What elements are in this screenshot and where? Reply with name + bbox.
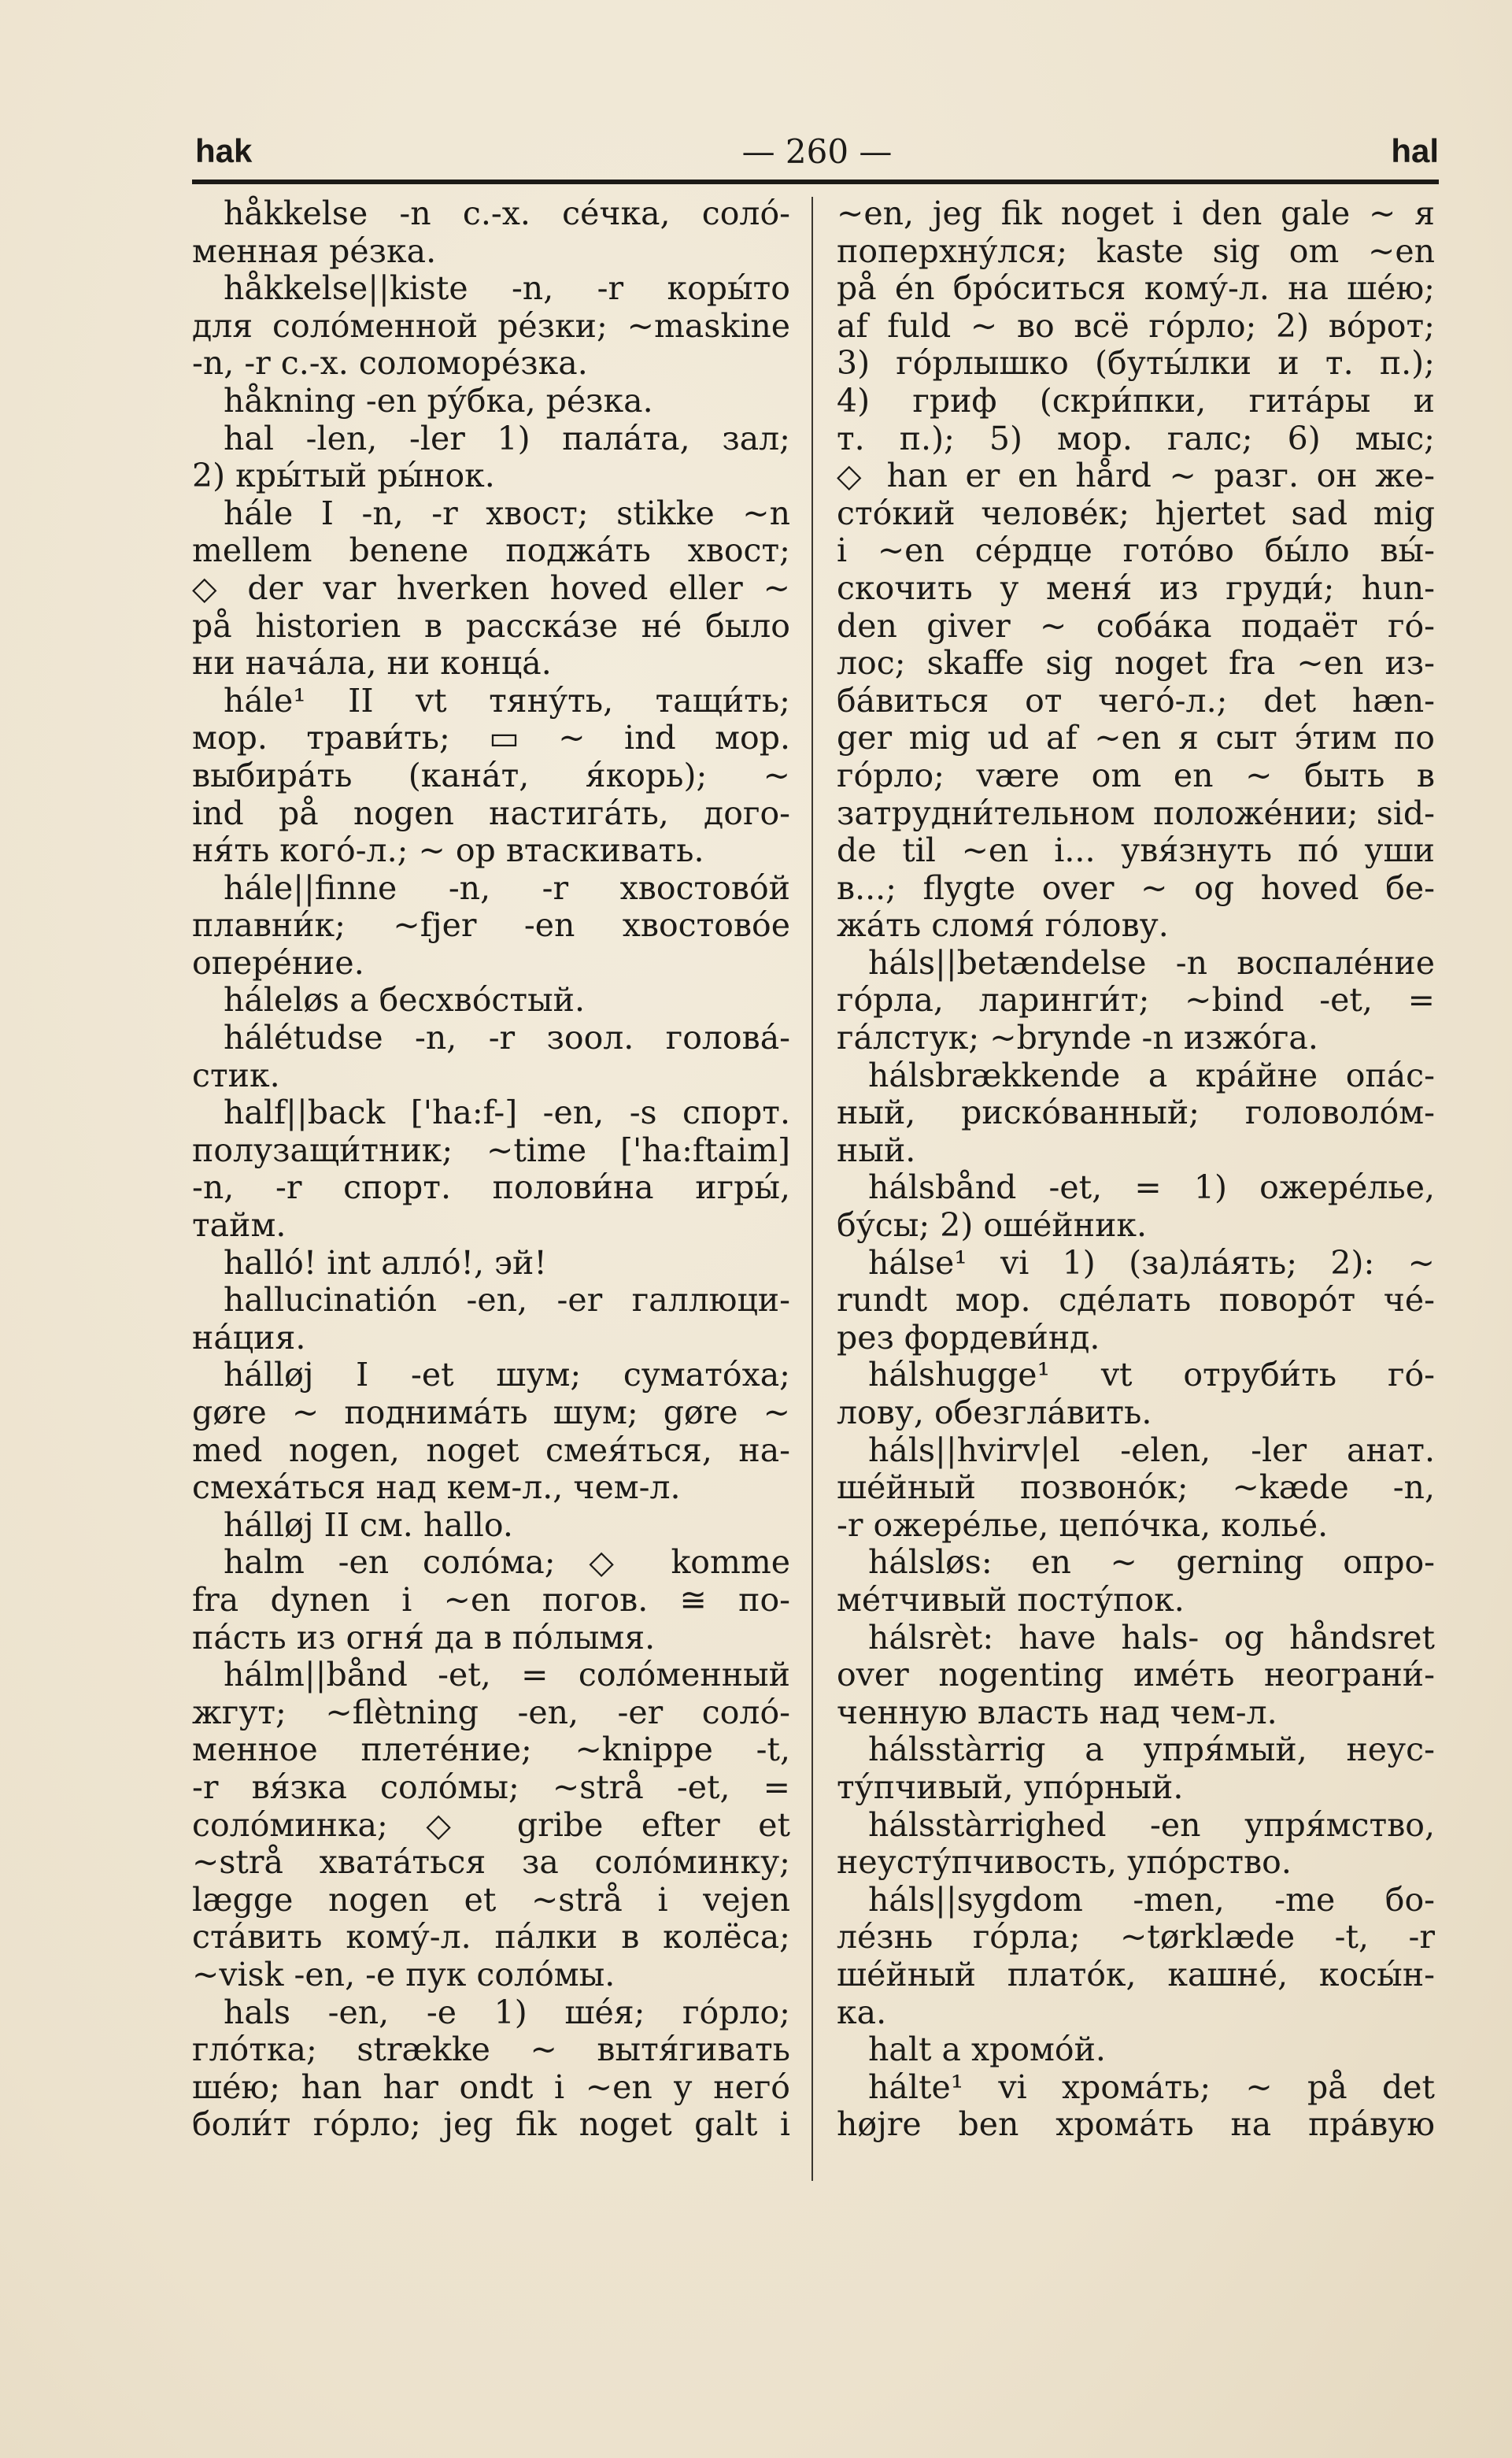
- dictionary-line: ный.: [837, 1131, 916, 1169]
- dictionary-line: ста́вить кому́-л. па́лки в колёса;: [192, 1919, 790, 1956]
- dictionary-line: ни нача́ла, ни конца́.: [192, 645, 552, 683]
- dictionary-line: hálløj I -et шум; сумато́ха;: [224, 1357, 790, 1394]
- dictionary-line: hálshugge¹ vt отруби́ть го́-: [868, 1357, 1435, 1394]
- dictionary-line: ◇ han er en hård ~ разг. он же-: [837, 457, 1435, 495]
- dictionary-line: т. п.); 5) мор. галс; 6) мыс;: [837, 420, 1435, 457]
- dictionary-line: håkning -en ру́бка, ре́зка.: [224, 382, 653, 420]
- right-column: [837, 195, 1435, 2144]
- dictionary-line: соло́минка; ◇ gribe efter et: [192, 1806, 790, 1844]
- dictionary-line: højre ben хрома́ть на пра́вую: [837, 2106, 1435, 2144]
- dictionary-line: i ~en се́рдце гото́во бы́ло вы́-: [837, 532, 1435, 570]
- dictionary-line: в...; flygte over ~ og hoved бе-: [837, 869, 1435, 907]
- dictionary-line: боли́т го́рло; jeg fik noget galt i: [192, 2106, 790, 2144]
- dictionary-line: стик.: [192, 1057, 280, 1094]
- dictionary-line: på historien в расска́зе не́ было: [192, 607, 790, 645]
- dictionary-line: hále¹ II vt тяну́ть, тащи́ть;: [224, 682, 790, 720]
- dictionary-line: hálsbrækkende a кра́йне опа́с-: [868, 1057, 1435, 1094]
- dictionary-line: den giver ~ соба́ка подаёт го́-: [837, 607, 1435, 645]
- dictionary-line: håkkelse||kiste -n, -r коры́то: [224, 270, 790, 308]
- dictionary-line: -r ожере́лье, цепо́чка, колье́.: [837, 1506, 1329, 1544]
- header-rule: [192, 180, 1439, 184]
- dictionary-line: háls||sygdom -men, -me бо-: [868, 1881, 1435, 1919]
- dictionary-line: hálløj II см. hallo.: [224, 1506, 513, 1544]
- dictionary-line: ту́пчивый, упо́рный.: [837, 1768, 1184, 1806]
- dictionary-line: ме́тчивый посту́пок.: [837, 1581, 1185, 1619]
- dictionary-line: неусту́пчивость, упо́рство.: [837, 1844, 1292, 1882]
- header-right-word: hal: [1391, 132, 1439, 169]
- dictionary-line: ~visk -en, -e пук соло́мы.: [192, 1956, 616, 1993]
- dictionary-line: ~strå хвата́ться за соло́минку;: [192, 1844, 790, 1882]
- dictionary-line: мор. трави́ть; ▭ ~ ind мор.: [192, 720, 790, 757]
- dictionary-line: го́рло; være om en ~ быть в: [837, 757, 1435, 794]
- dictionary-line: háls||betændelse -n воспале́ние: [868, 944, 1435, 982]
- dictionary-line: на́ция.: [192, 1319, 306, 1357]
- dictionary-line: -n, -r спорт. полови́на игры́,: [192, 1169, 790, 1207]
- dictionary-line: hálsrèt: have hals- og håndsret: [868, 1619, 1435, 1657]
- dictionary-line: лову, обезгла́вить.: [837, 1394, 1152, 1431]
- dictionary-line: поперхну́лся; kaste sig om ~en: [837, 232, 1435, 270]
- dictionary-line: af fuld ~ во всё го́рло; 2) во́рот;: [837, 307, 1435, 345]
- dictionary-line: hals -en, -e 1) ше́я; го́рло;: [224, 1993, 790, 2031]
- dictionary-line: hálsløs: en ~ gerning опро-: [868, 1544, 1435, 1582]
- dictionary-line: hallucinatión -en, -er галлюци-: [224, 1282, 790, 1320]
- dictionary-line: halt a хромо́й.: [868, 2031, 1106, 2069]
- dictionary-line: ле́знь го́рла; ~tørklæde -t, -r: [837, 1919, 1435, 1956]
- dictionary-line: hálm||bånd -et, = соло́менный: [224, 1657, 790, 1694]
- header-left-word: hak: [195, 132, 253, 169]
- dictionary-line: лос; skaffe sig noget fra ~en из-: [837, 645, 1435, 683]
- dictionary-line: 3) го́рлышко (буты́лки и т. п.);: [837, 345, 1435, 383]
- dictionary-line: hálte¹ vi хрома́ть; ~ på det: [868, 2068, 1435, 2106]
- dictionary-line: håkkelse -n с.-х. сéчка, соло́-: [224, 195, 790, 232]
- dictionary-line: -r вя́зка соло́мы; ~strå -et, =: [192, 1768, 790, 1806]
- dictionary-line: hálétudse -n, -r зоол. голова́-: [224, 1020, 790, 1057]
- dictionary-line: med nogen, noget смея́ться, на-: [192, 1431, 790, 1469]
- dictionary-line: lægge nogen et ~strå i vejen: [192, 1881, 790, 1919]
- dictionary-line: плавни́к; ~fjer -en хвостово́е: [192, 907, 790, 945]
- dictionary-line: ше́йный плато́к, кашне́, косы́н-: [837, 1956, 1435, 1993]
- dictionary-line: mellem benene поджа́ть хвост;: [192, 532, 790, 570]
- page-number: — 260 —: [741, 132, 893, 171]
- dictionary-line: over nogenting име́ть неограни́-: [837, 1657, 1435, 1694]
- dictionary-line: hal -len, -ler 1) пала́та, зал;: [224, 420, 790, 457]
- dictionary-line: ный, риско́ванный; головоло́м-: [837, 1094, 1435, 1132]
- dictionary-line: halló! int алло́!, эй!: [224, 1244, 547, 1282]
- dictionary-line: сто́кий челове́к; hjertet sad mig: [837, 494, 1435, 532]
- dictionary-line: ше́йный позвоно́к; ~kæde -n,: [837, 1469, 1435, 1507]
- dictionary-line: ind på nogen настига́ть, дого-: [192, 794, 790, 832]
- left-column: [192, 195, 790, 2144]
- dictionary-line: опере́ние.: [192, 944, 364, 982]
- dictionary-line: затрудни́тельном положе́нии; sid-: [837, 794, 1435, 832]
- dictionary-line: háleløs a бесхво́стый.: [224, 982, 586, 1020]
- dictionary-line: 2) кры́тый ры́нок.: [192, 457, 495, 495]
- dictionary-line: менная ре́зка.: [192, 232, 437, 270]
- dictionary-line: háls||hvirv|el -elen, -ler анат.: [868, 1431, 1435, 1469]
- dictionary-line: для соло́менной ре́зки; ~maskine: [192, 307, 790, 345]
- column-divider: [811, 197, 813, 2181]
- dictionary-line: halm -en соло́ма; ◇ komme: [224, 1544, 790, 1582]
- dictionary-line: 4) гриф (скри́пки, гита́ры и: [837, 382, 1435, 420]
- dictionary-line: бу́сы; 2) оше́йник.: [837, 1207, 1148, 1245]
- dictionary-line: de til ~en i... увя́знуть по́ уши: [837, 832, 1435, 870]
- dictionary-line: hále||finne -n, -r хвостово́й: [224, 869, 790, 907]
- dictionary-line: тайм.: [192, 1207, 287, 1245]
- dictionary-line: жа́ть сломя́ го́лову.: [837, 907, 1169, 945]
- dictionary-line: rundt мор. сде́лать поворо́т че́-: [837, 1282, 1435, 1320]
- dictionary-line: выбира́ть (кана́т, я́корь); ~: [192, 757, 790, 794]
- dictionary-line: hálse¹ vi 1) (за)ла́ять; 2): ~: [868, 1244, 1435, 1282]
- page-header: [195, 132, 1439, 180]
- dictionary-line: gøre ~ поднима́ть шум; gøre ~: [192, 1394, 790, 1431]
- dictionary-line: гло́тка; strække ~ вытя́гивать: [192, 2031, 790, 2069]
- dictionary-line: рез фордеви́нд.: [837, 1319, 1100, 1357]
- dictionary-line: жгут; ~flètning -en, -er соло́-: [192, 1694, 790, 1731]
- dictionary-line: hálsbånd -et, = 1) ожере́лье,: [868, 1169, 1435, 1207]
- dictionary-line: ченную власть над чем-л.: [837, 1694, 1277, 1731]
- dictionary-line: ◇ der var hverken hoved eller ~: [192, 569, 790, 607]
- dictionary-line: -n, -r с.-х. соломоре́зка.: [192, 345, 588, 383]
- dictionary-line: hálsstàrrighed -en упря́мство,: [868, 1806, 1435, 1844]
- dictionary-line: полузащи́тник; ~time ['ha:ftaim]: [192, 1131, 790, 1169]
- dictionary-line: half||back ['ha:f-] -en, -s спорт.: [224, 1094, 790, 1132]
- dictionary-line: ше́ю; han har ondt i ~en у него́: [192, 2068, 790, 2106]
- dictionary-line: скочить у меня́ из груди́; hun-: [837, 569, 1435, 607]
- dictionary-line: på én бро́ситься кому́-л. на ше́ю;: [837, 270, 1435, 308]
- dictionary-line: ger mig ud af ~en я сыт э́тим по: [837, 720, 1435, 757]
- dictionary-line: ня́ть кого́-л.; ~ op втаскивать.: [192, 832, 704, 870]
- dictionary-line: hále I -n, -r хвост; stikke ~n: [224, 494, 790, 532]
- dictionary-line: го́рла, ларинги́т; ~bind -et, =: [837, 982, 1435, 1020]
- dictionary-line: смеха́ться над кем-л., чем-л.: [192, 1469, 681, 1507]
- dictionary-line: fra dynen i ~en погов. ≅ по-: [192, 1581, 790, 1619]
- dictionary-line: ба́виться от чего́-л.; det hæn-: [837, 682, 1435, 720]
- dictionary-line: ~en, jeg fik noget i den gale ~ я: [837, 195, 1435, 232]
- dictionary-line: га́лстук; ~brynde -n изжо́га.: [837, 1020, 1318, 1057]
- dictionary-line: менное плете́ние; ~knippe -t,: [192, 1731, 790, 1769]
- dictionary-line: па́сть из огня́ да в по́лымя.: [192, 1619, 656, 1657]
- dictionary-line: hálsstàrrig a упря́мый, неус-: [868, 1731, 1435, 1769]
- dictionary-line: ка.: [837, 1993, 887, 2031]
